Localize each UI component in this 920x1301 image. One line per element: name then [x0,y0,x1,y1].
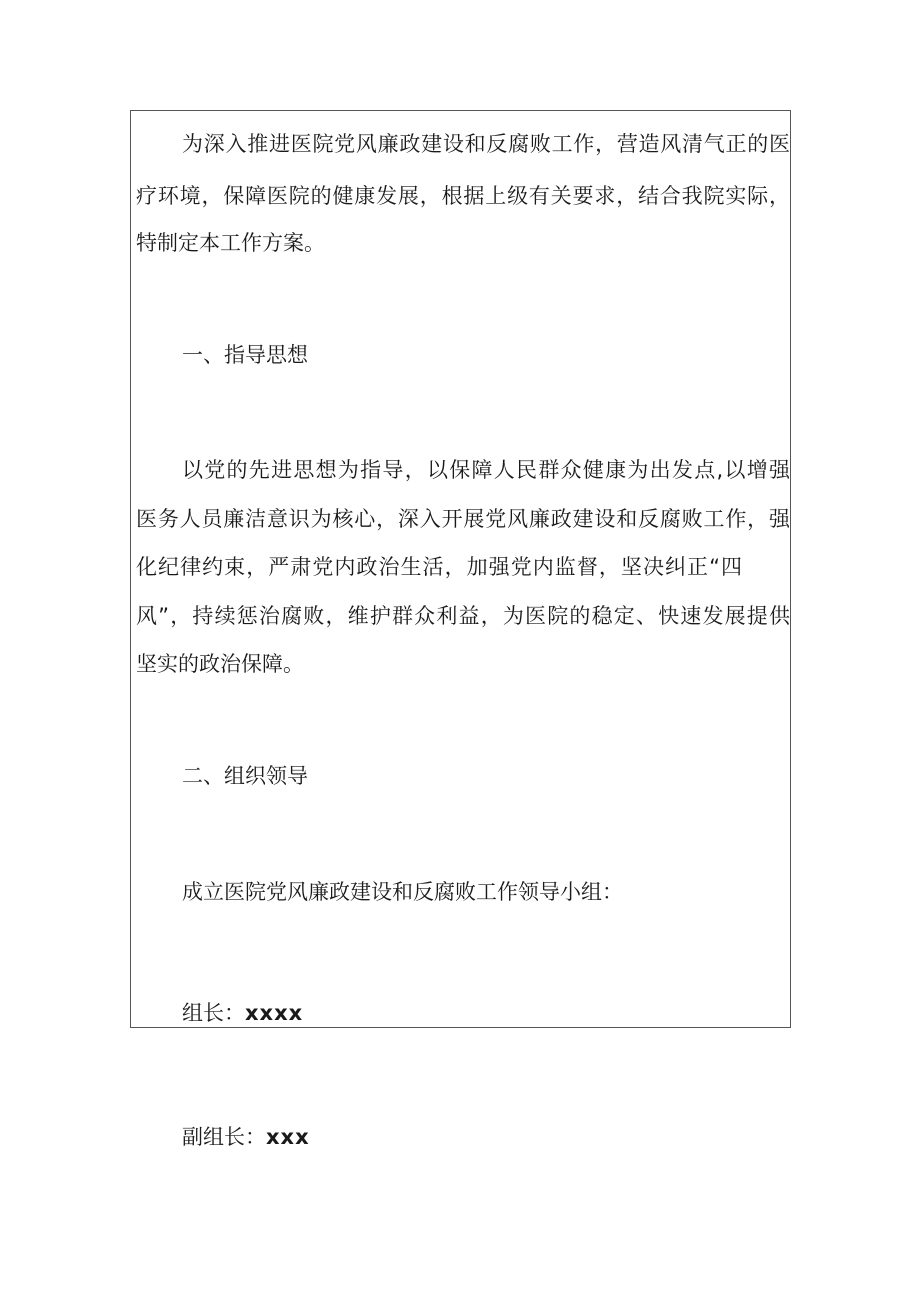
leader-line [182,1000,303,1026]
leader-name: xxxx [245,1001,304,1025]
deputy-leader-line [182,1124,310,1150]
intro-line-1: 为深入推进医院党风廉政建设和反腐败工作，营造风清气正的医 [182,132,790,156]
deputy-leader-name: xxx [266,1125,310,1149]
deputy-leader-label: 副组长： [182,1125,266,1149]
section-heading-guiding-thought: 一、指导思想 [182,343,308,367]
section2-intro: 成立医院党风廉政建设和反腐败工作领导小组： [182,880,623,904]
intro-line-3: 特制定本工作方案。 [136,231,325,255]
section1-line-1: 以党的先进思想为指导，以保障人民群众健康为出发点,以增强 [182,458,790,482]
section-heading-organization: 二、组织领导 [182,764,308,788]
section1-line-4: 风”，持续惩治腐败，维护群众利益，为医院的稳定、快速发展提供 [136,604,790,628]
leader-label: 组长： [182,1001,245,1025]
intro-line-2: 疗环境，保障医院的健康发展，根据上级有关要求，结合我院实际， [136,184,790,208]
section1-line-5: 坚实的政治保障。 [136,652,304,676]
section1-line-3: 化纪律约束，严肃党内政治生活，加强党内监督，坚决纠正“四 [136,555,742,579]
section1-line-2: 医务人员廉洁意识为核心，深入开展党风廉政建设和反腐败工作，强 [136,507,790,531]
